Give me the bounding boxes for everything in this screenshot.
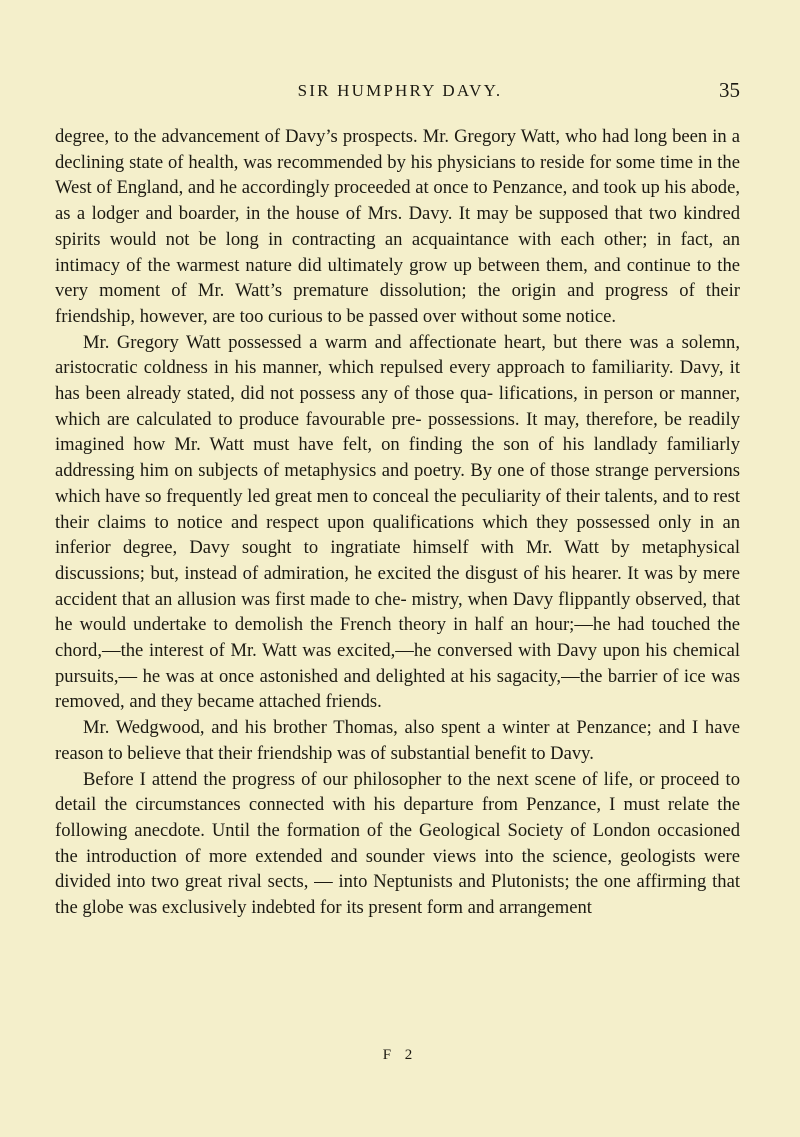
signature-mark: F 2: [382, 1047, 418, 1063]
paragraph-2: Mr. Gregory Watt possessed a warm and affectionate heart, but there was a solemn, aristocratic coldness in his manner, which repulsed every approach to familiarity. Davy, it has been already stated, did not possess any of those qua- lifications, in person or manner, which are calculated to produce favourable pre- possessions. It may, therefore, be readily imagined how Mr. Watt must have felt, on finding the son of his landlady familiarly addressing him on subjects of metaphysics and poetry. By one of those strange perversions which have so frequently led great men to conceal the peculiarity of their talents, and to rest their claims to notice and respect upon qualifications which they possessed only in an inferior degree, Davy sought to ingratiate himself with Mr. Watt by metaphysical discussions; but, instead of admiration, he excited the disgust of his hearer. It was by mere accident that an allusion was first made to che- mistry, when Davy flippantly observed, that he would undertake to demolish the French theory in half an hour;—he had touched the chord,—the interest of Mr. Watt was excited,—he conversed with Davy upon his chemical pursuits,— he was at once astonished and delighted at his sagacity,—the barrier of ice was removed, and they became attached friends.: [55, 331, 740, 713]
page-number: 35: [719, 78, 740, 102]
paragraph-3: Mr. Wedgwood, and his brother Thomas, also spent a winter at Penzance; and I have reason to believe that their friendship was of substantial benefit to Davy.: [55, 717, 740, 764]
running-title: SIR HUMPHRY DAVY.: [297, 81, 503, 100]
paragraph-1: degree, to the advancement of Davy’s prospects. Mr. Gregory Watt, who had long been in a declining state of health, was recommended by his physicians to reside for some time in the West of England, and he accordingly proceeded at once to Penzance, and took up his abode, as a lodger and boarder, in the house of Mrs. Davy. It may be supposed that two kindred spirits would not be long in contracting an acquaintance with each other; in fact, an intimacy of the warmest nature did ultimately grow up between them, and continue to the very moment of Mr. Watt’s premature dissolution; the origin and progress of their friendship, however, are too curious to be passed over without some notice.: [55, 126, 740, 327]
body-text: [55, 124, 740, 921]
running-head: [60, 80, 740, 110]
paragraph-4: Before I attend the progress of our philosopher to the next scene of life, or proceed to detail the circumstances connected with his departure from Penzance, I must relate the following anecdote. Until the formation of the Geological Society of London occasioned the introduction of more extended and sounder views into the science, geologists were divided into two great rival sects, — into Neptunists and Plutonists; the one affirming that the globe was exclusively indebted for its present form and arrangement: [55, 768, 740, 919]
